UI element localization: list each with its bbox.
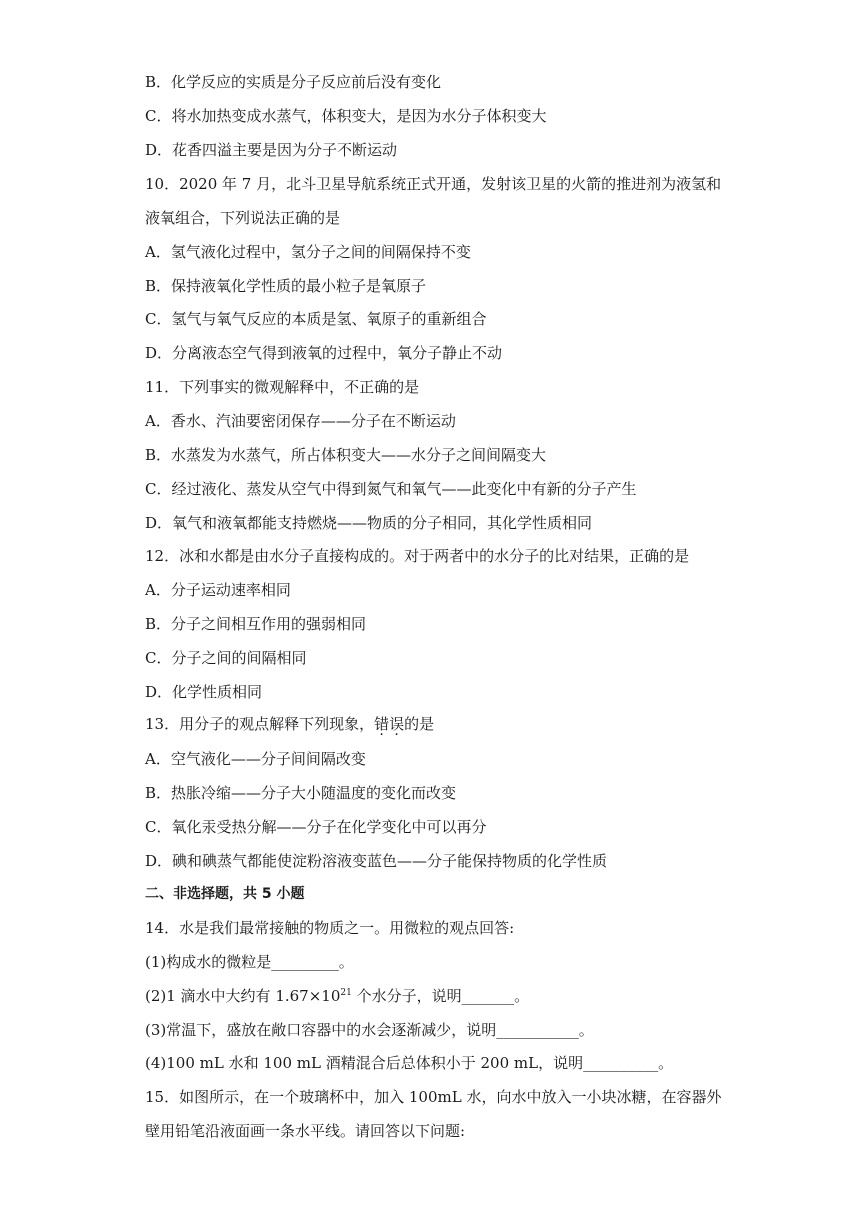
q11-option-a: A．香水、汽油要密闭保存——分子在不断运动	[145, 412, 456, 430]
q14-part-2-text-b: 个水分子，说明_______。	[351, 987, 530, 1005]
q12-option-d: D．化学性质相同	[145, 683, 263, 701]
q13-emphasis-char-2: 误	[389, 715, 405, 733]
q11-stem: 11．下列事实的微观解释中，不正确的是	[145, 378, 420, 396]
q10-stem-line1: 10．2020 年 7 月，北斗卫星导航系统正式开通，发射该卫星的火箭的推进剂为液氢和	[145, 175, 722, 193]
q13-stem	[145, 714, 434, 734]
q11-option-d: D．氧气和液氧都能支持燃烧——物质的分子相同，其化学性质相同	[145, 514, 593, 532]
q9-option-c: C．将水加热变成水蒸气，体积变大，是因为水分子体积变大	[145, 107, 547, 125]
q14-part-1: (1)构成水的微粒是_________。	[145, 953, 354, 971]
q11-option-c: C．经过液化、蒸发从空气中得到氮气和氧气——此变化中有新的分子产生	[145, 480, 637, 498]
q13-emphasis-char-1: 错	[374, 715, 390, 733]
q9-option-b: B．化学反应的实质是分子反应前后没有变化	[145, 73, 442, 91]
q14-part-2-text-a: (2)1 滴水中大约有 1.67×10	[145, 987, 341, 1005]
q12-option-b: B．分子之间相互作用的强弱相同	[145, 615, 367, 633]
q14-part-4: (4)100 mL 水和 100 mL 酒精混合后总体积小于 200 mL，说明__________。	[145, 1054, 674, 1072]
q12-option-c: C．分子之间的间隔相同	[145, 649, 307, 667]
q12-option-a: A．分子运动速率相同	[145, 581, 291, 599]
q14-part-3: (3)常温下，盛放在敞口容器中的水会逐渐减少，说明___________。	[145, 1021, 594, 1039]
q14-part-2-exponent: 21	[340, 988, 352, 998]
q15-stem-line2: 壁用铅笔沿液面画一条水平线。请回答以下问题:	[145, 1122, 466, 1140]
q11-option-b: B．水蒸发为水蒸气，所占体积变大——水分子之间间隔变大	[145, 446, 547, 464]
q9-option-d: D．花香四溢主要是因为分子不断运动	[145, 141, 398, 159]
q13-stem-suffix: 的是	[404, 715, 435, 733]
q12-stem: 12．冰和水都是由水分子直接构成的。对于两者中的水分子的比对结果，正确的是	[145, 547, 690, 565]
q10-stem-line2: 液氧组合，下列说法正确的是	[145, 209, 341, 227]
q13-option-a: A．空气液化——分子间间隔改变	[145, 750, 366, 768]
q10-option-a: A．氢气液化过程中，氢分子之间的间隔保持不变	[145, 243, 471, 261]
q13-option-d: D．碘和碘蒸气都能使淀粉溶液变蓝色——分子能保持物质的化学性质	[145, 852, 608, 870]
q15-stem-line1: 15．如图所示，在一个玻璃杯中，加入 100mL 水，向水中放入一小块冰糖，在容器外	[145, 1088, 722, 1106]
q10-option-c: C．氢气与氧气反应的本质是氢、氧原子的重新组合	[145, 310, 487, 328]
q14-part-2	[145, 986, 529, 1006]
q14-stem: 14．水是我们最常接触的物质之一。用微粒的观点回答:	[145, 919, 515, 937]
q10-option-b: B．保持液氧化学性质的最小粒子是氧原子	[145, 277, 427, 295]
section-heading: 二、非选择题，共 5 小题	[145, 886, 305, 902]
q10-option-d: D．分离液态空气得到液氧的过程中，氧分子静止不动	[145, 344, 503, 362]
q13-option-b: B．热胀冷缩——分子大小随温度的变化而改变	[145, 784, 457, 802]
q13-stem-prefix: 13．用分子的观点解释下列现象，	[145, 715, 375, 733]
q13-option-c: C．氧化汞受热分解——分子在化学变化中可以再分	[145, 818, 487, 836]
